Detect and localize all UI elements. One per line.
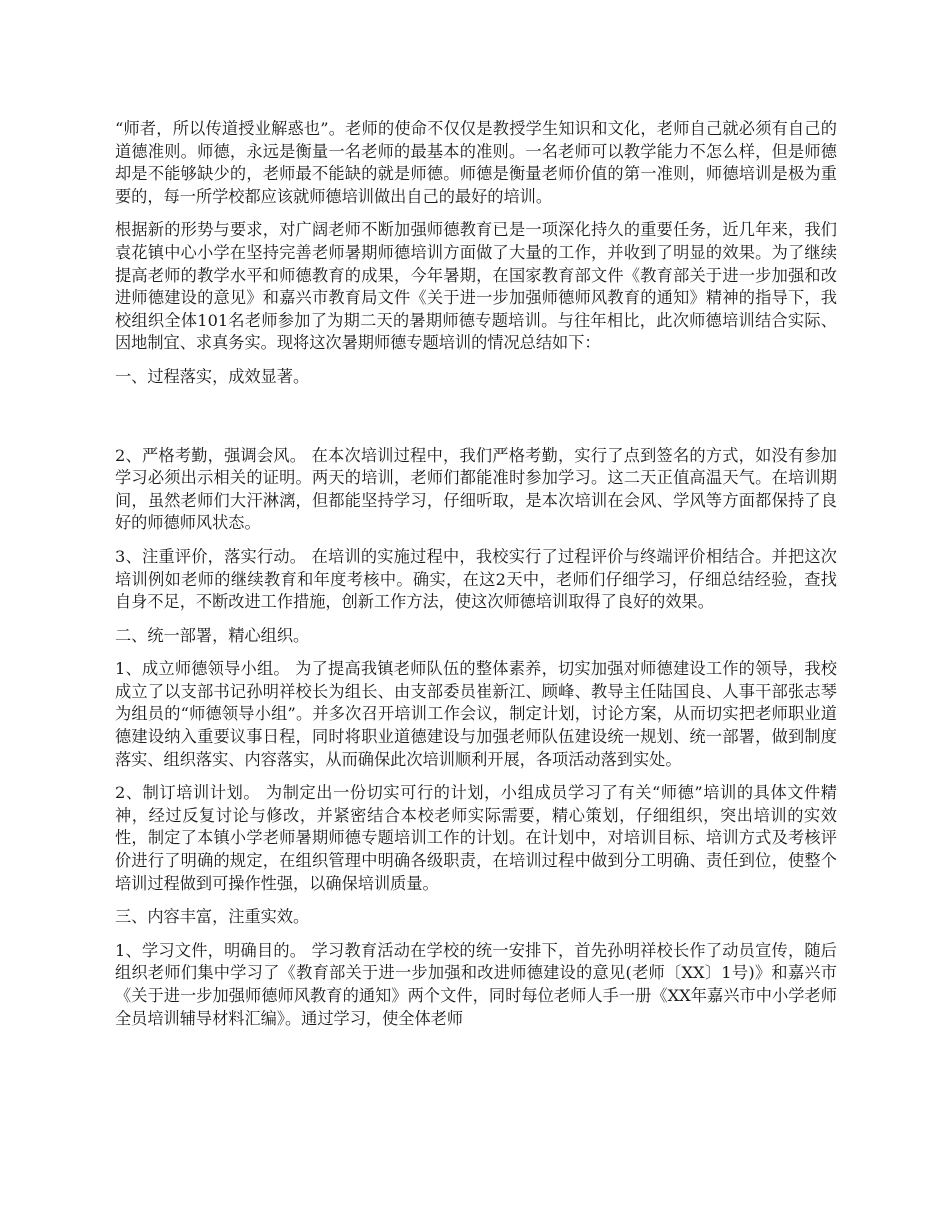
document-body (115, 118, 837, 1041)
section-heading-2: 二、统一部署，精心组织。 (115, 625, 310, 645)
paragraph-study-documents: 1、学习文件，明确目的。 学习教育活动在学校的统一安排下，首先孙明祥校长作了动员宣传，随后组织老师们集中学习了《教育部关于进一步加强和改进师德建设的意见(老师〔XX〕1号)》和嘉兴市《关于进一步加强师德师风教育的通知》两个文件，同时每位老师人手一册《XX年嘉兴市中小学老师全员培训辅导材料汇编》。通过学习，使全体老师 (115, 940, 837, 1028)
paragraph-background: 根据新的形势与要求，对广阔老师不断加强师德教育已是一项深化持久的重要任务，近几年来，我们袁花镇中心小学在坚持完善老师暑期师德培训方面做了大量的工作，并收到了明显的效果。为了继续提高老师的教学水平和师德教育的成果，今年暑期，在国家教育部文件《教育部关于进一步加强和改进师德建设的意见》和嘉兴市教育局文件《关于进一步加强师德师风教育的通知》精神的指导下，我校组织全体101名老师参加了为期二天的暑期师德专题培训。与往年相比，此次师德培训结合实际、因地制宜、求真务实。现将这次暑期师德专题培训的情况总结如下： (115, 220, 837, 353)
paragraph-attendance: 2、严格考勤，强调会风。 在本次培训过程中，我们严格考勤，实行了点到签名的方式，如没有参加学习必须出示相关的证明。两天的培训，老师们都能准时参加学习。这二天正值高温天气。在培训期间，虽然老师们大汗淋漓，但都能坚持学习，仔细听取，是本次培训在会风、学风等方面都保持了良好的师德师风状态。 (115, 445, 837, 533)
section-heading-3: 三、内容丰富，注重实效。 (115, 907, 310, 927)
paragraph-leadership-group: 1、成立师德领导小组。 为了提高我镇老师队伍的整体素养，切实加强对师德建设工作的领导，我校成立了以支部书记孙明祥校长为组长、由支部委员崔新江、顾峰、教导主任陆国良、人事干部张志琴为组员的“师德领导小组”。并多次召开培训工作会议，制定计划，讨论方案，从而切实把老师职业道德建设纳入重要议事日程，同时将职业道德建设与加强老师队伍建设统一规划、统一部署，做到制度落实、组织落实、内容落实，从而确保此次培训顺利开展，各项活动落到实处。 (115, 659, 837, 769)
paragraph-evaluation: 3、注重评价，落实行动。 在培训的实施过程中，我校实行了过程评价与终端评价相结合。并把这次培训例如老师的继续教育和年度考核中。确实，在这2天中，老师们仔细学习，仔细总结经验，查找自身不足，不断改进工作措施，创新工作方法，使这次师德培训取得了良好的效果。 (115, 546, 837, 612)
paragraph-training-plan: 2、制订培训计划。 为制定出一份切实可行的计划，小组成员学习了有关“师德”培训的具体文件精神，经过反复讨论与修改，并紧密结合本校老师实际需要，精心策划，仔细组织，突出培训的实效性，制定了本镇小学老师暑期师德专题培训工作的计划。在计划中，对培训目标、培训方式及考核评价进行了明确的规定，在组织管理中明确各级职责，在培训过程中做到分工明确、责任到位，使整个培训过程做到可操作性强，以确保培训质量。 (115, 783, 837, 893)
paragraph-intro: “师者，所以传道授业解惑也”。老师的使命不仅仅是教授学生知识和文化，老师自己就必须有自己的道德准则。师德，永远是衡量一名老师的最基本的准则。一名老师可以教学能力不怎么样，但是师德却是不能够缺少的，老师最不能缺的就是师德。师德是衡量老师价值的第一准则，师德培训是极为重要的，每一所学校都应该就师德培训做出自己的最好的培训。 (115, 119, 837, 206)
section-heading-1: 一、过程落实，成效显著。 (115, 366, 310, 386)
